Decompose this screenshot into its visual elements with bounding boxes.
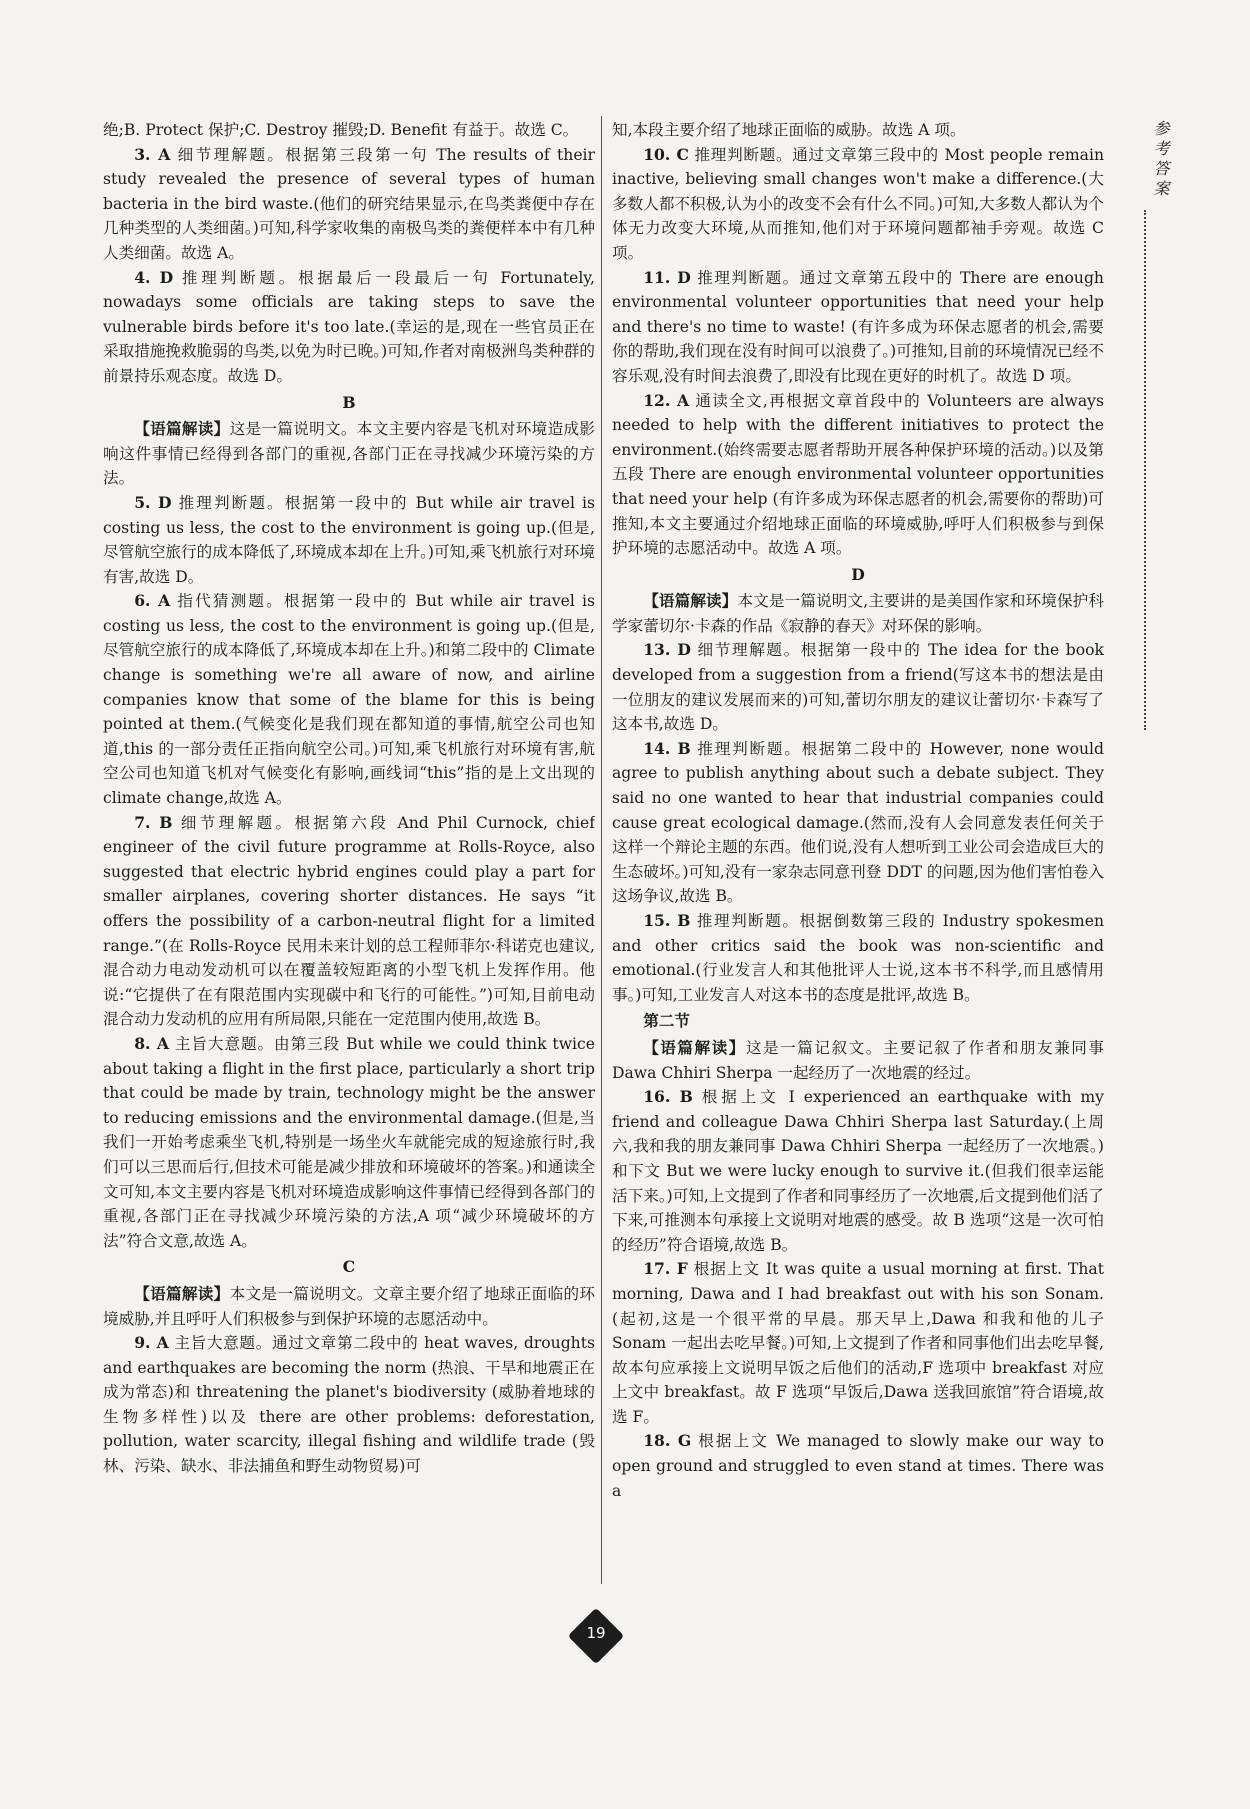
reading-label: 【语篇解读】 (134, 1283, 230, 1303)
answer-label: 16. B (643, 1087, 693, 1107)
answer-explanation (612, 1429, 1104, 1503)
answer-explanation (103, 1032, 595, 1253)
reading-label: 【语篇解读】 (643, 1037, 746, 1057)
paragraph-text: 推理判断题。根据第一段中的 But while air travel is costing us less, the cost to the environment is going up.(但是,尽管航空旅行的成本降低了,环境成本却在上升。)可知,乘飞机旅行对环境有害,故选 D。 (103, 493, 595, 586)
subsection-heading: 第二节 (643, 1011, 690, 1031)
answer-explanation (612, 266, 1104, 389)
answer-label: 3. A (134, 144, 171, 164)
paragraph-text: 推理判断题。通过文章第五段中的 There are enough environmental volunteer opportunities that need your help and there's no time to waste! (有许多成为环保志愿者的机会,需要你的帮助,我们现在没有时间可以浪费了。)可推知,目前的环境情况已经不容乐观,没有时间去浪费了,即没有比现在更好的时机了。故选 D 项。 (612, 268, 1104, 385)
answer-explanation (103, 143, 595, 266)
paragraph-text: 推理判断题。根据倒数第三段的 Industry spokesmen and other critics said the book was non-scientific and emotional.(行业发言人和其他批评人士说,这本书不科学,而且感情用事。)可知,工业发言人对这本书的态度是批评,故选 B。 (612, 912, 1104, 1004)
answer-explanation (103, 491, 595, 589)
paragraph-text: 细节理解题。根据第六段 And Phil Curnock, chief engineer of the civil future programme at Rolls-Royce, also suggested that electric hybrid engines could play a part for smaller airplanes, covering shorter distances. He says “it offers the possibility of a carbon-neutral flight for a limited range.”(在 Rolls-Royce 民用未来计划的总工程师菲尔·科诺克也建议,混合动力电动发动机可以在覆盖较短距离的小型飞机上发挥作用。他说:“它提供了在有限范围内实现碳中和飞行的可能性。”)可知,目前电动混合动力发动机的应用有所局限,只能在一定范围内使用,故选 B。 (103, 813, 595, 1029)
column-divider (601, 116, 602, 1584)
paragraph-text: 这是一篇说明文。本文主要内容是飞机对环境造成影响这件事情已经得到各部门的重视,各部门正在寻找减少环境污染的方法。 (103, 420, 595, 488)
left-column (103, 118, 595, 1588)
answer-explanation (103, 589, 595, 810)
answer-label: 6. A (134, 591, 171, 611)
answer-label: 4. D (134, 267, 174, 287)
answer-label: 18. G (643, 1431, 692, 1451)
answer-label: 17. F (643, 1259, 688, 1279)
answer-explanation (103, 811, 595, 1032)
right-column (612, 118, 1104, 1588)
answer-explanation (612, 638, 1104, 736)
section-heading: D (851, 564, 865, 584)
reading-summary (103, 417, 595, 491)
paragraph-text: 推理判断题。根据最后一段最后一句 Fortunately, nowadays some officials are taking steps to save the vulnerable birds before it's too late.(幸运的是,现在一些官员正在采取措施挽救脆弱的鸟类,以免为时已晚。)可知,作者对南极洲鸟类种群的前景持乐观态度。故选 D。 (103, 268, 595, 385)
section-heading: B (342, 392, 356, 412)
reading-summary (612, 589, 1104, 638)
answer-label: 12. A (643, 390, 690, 410)
paragraph-text: 主旨大意题。由第三段 But while we could think twice about taking a flight in the first place, particularly a short trip that could be made by train, technology might be the answer to reducing emissions and the environmental damage.(但是,当我们一开始考虑乘坐飞机,特别是一场坐火车就能完成的短途旅行时,我们可以三思而后行,但技术可能是减少排放和环境破坏的答案。)和通读全文可知,本文主要内容是飞机对环境造成影响这件事情已经得到各部门的重视,各部门正在寻找减少环境污染的方法,A 项“减少环境破坏的方法”符合文意,故选 A。 (103, 1034, 595, 1250)
reading-label: 【语篇解读】 (643, 591, 738, 611)
section-heading: C (342, 1257, 356, 1277)
paragraph-text: 根据上文 We managed to slowly make our way to open ground and struggled to even stand at times. There was a (612, 1432, 1104, 1500)
paragraph-text: 细节理解题。根据第一段中的 The idea for the book developed from a suggestion from a friend(写这本书的想法是由一位朋友的建议发展而来的)可知,蕾切尔朋友的建议让蕾切尔·卡森写了这本书,故选 D。 (612, 641, 1104, 734)
answer-explanation (612, 389, 1104, 561)
paragraph-text: 指代猜测题。根据第一段中的 But while air travel is costing us less, the cost to the environment is going up.(但是,尽管航空旅行的成本降低了,环境成本却在上升。)和第二段中的 Climate change is something we're all aware of now, and airline companies know that some of the blame for this is being pointed at them.(气候变化是我们现在都知道的事情,航空公司也知道,this 的一部分责任正指向航空公司。)可知,乘飞机旅行对环境有害,航空公司也知道飞机对气候变化有影响,画线词“this”指的是上文出现的 climate change,故选 A。 (103, 592, 595, 808)
answer-label: 8. A (134, 1033, 169, 1053)
answer-label: 11. D (643, 267, 691, 287)
answer-explanation (612, 1085, 1104, 1257)
answer-explanation (103, 1331, 595, 1479)
answer-label: 5. D (134, 492, 172, 512)
paragraph-text: 推理判断题。通过文章第三段中的 Most people remain inactive, believing small changes won't make a difference.(大多数人都不积极,认为小的改变不会有什么不同。)可知,大多数人都认为个体无力改变大环境,从而推知,他们对于环境问题都袖手旁观。故选 C 项。 (612, 145, 1104, 262)
paragraph-text: 根据上文 It was quite a usual morning at first. That morning, Dawa and I had breakfast out with his son Sonam.(起初,这是一个很平常的早晨。那天早上,Dawa 和我和他的儿子 Sonam 一起出去吃早餐。)可知,上文提到了作者和同事他们出去吃早餐,故本句应承接上文说明早饭之后他们的活动,F 选项中 breakfast 对应上文中 breakfast。故 F 选项“早饭后,Dawa 送我回旅馆”符合语境,故选 F。 (612, 1260, 1104, 1426)
continued-paragraph: 知,本段主要介绍了地球正面临的威胁。故选 A 项。 (612, 121, 966, 139)
paragraph-text: 通读全文,再根据文章首段中的 Volunteers are always needed to help with the different initiatives to protect the environment.(始终需要志愿者帮助开展各种保护环境的活动。)以及第五段 There are enough environmental volunteer opportunities that need your help (有许多成为环保志愿者的机会,需要你的帮助)可推知,本文主要通过介绍地球正面临的环境威胁,呼吁人们积极参与到保护环境的志愿活动中。故选 A 项。 (612, 391, 1104, 558)
sidebar-dotted-rule (1144, 210, 1146, 730)
answer-explanation (612, 909, 1104, 1007)
sidebar-label: 参考答案 (1151, 120, 1170, 200)
reading-label: 【语篇解读】 (134, 419, 230, 439)
page-number-badge (572, 1612, 620, 1660)
paragraph-text: 主旨大意题。通过文章第二段中的 heat waves, droughts and earthquakes are becoming the norm (热浪、干旱和地震正在成为常态)和 threatening the planet's biodiversity (威胁着地球的生物多样性)以及 there are other problems: deforestation, pollution, water scarcity, illegal fishing and wildlife trade (毁林、污染、缺水、非法捕鱼和野生动物贸易)可 (103, 1334, 595, 1476)
answer-label: 14. B (643, 738, 691, 758)
reading-summary (103, 1282, 595, 1331)
paragraph-text: 推理判断题。根据第二段中的 However, none would agree to publish anything about such a debate subject. They said no one wanted to hear that industrial companies could cause great ecological damage.(然而,没有人会同意发表任何关于这样一个辩论主题的东西。他们说,没有人想听到工业公司会造成巨大的生态破坏。)可知,没有一家杂志同意刊登 DDT 的问题,因为他们害怕卷入这场争议,故选 B。 (612, 739, 1104, 906)
paragraph-text: 本文是一篇说明文。文章主要介绍了地球正面临的环境威胁,并且呼吁人们积极参与到保护环境的志愿活动中。 (103, 1284, 595, 1328)
page-number: 19 (586, 1624, 606, 1642)
answer-label: 10. C (643, 144, 689, 164)
answer-explanation (612, 737, 1104, 909)
paragraph-text: 根据上文 I experienced an earthquake with my friend and colleague Dawa Chhiri Sherpa last Saturday.(上周六,我和我的朋友兼同事 Dawa Chhiri Sherpa 一起经历了一次地震。)和下文 But we were lucky enough to survive it.(但我们很幸运能活下来。)可知,上文提到了作者和同事经历了一次地震,后文提到他们活了下来,可推测本句承接上文说明对地震的感受。故 B 选项“这是一次可怕的经历”符合语境,故选 B。 (612, 1088, 1104, 1254)
answer-explanation (612, 143, 1104, 266)
answer-label: 15. B (643, 911, 691, 930)
reading-summary (612, 1036, 1104, 1085)
paragraph-text: 细节理解题。根据第三段第一句 The results of their study revealed the presence of several types of human bacteria in the bird waste.(他们的研究结果显示,在鸟类粪便中存在几种类型的人类细菌。)可知,科学家收集的南极鸟类的粪便样本中有几种人类细菌。故选 A。 (103, 145, 595, 262)
paragraph-text: 本文是一篇说明文,主要讲的是美国作家和环境保护科学家蕾切尔·卡森的作品《寂静的春天》对环保的影响。 (612, 592, 1104, 635)
paragraph-text: 这是一篇记叙文。主要记叙了作者和朋友兼同事 Dawa Chhiri Sherpa 一起经历了一次地震的经过。 (612, 1038, 1104, 1082)
answer-label: 9. A (134, 1333, 169, 1353)
answer-label: 7. B (134, 812, 173, 832)
answer-explanation (103, 266, 595, 389)
answer-label: 13. D (643, 640, 691, 660)
continued-paragraph: 绝;B. Protect 保护;C. Destroy 摧毁;D. Benefit 有益于。故选 C。 (103, 121, 579, 139)
answer-explanation (612, 1257, 1104, 1429)
